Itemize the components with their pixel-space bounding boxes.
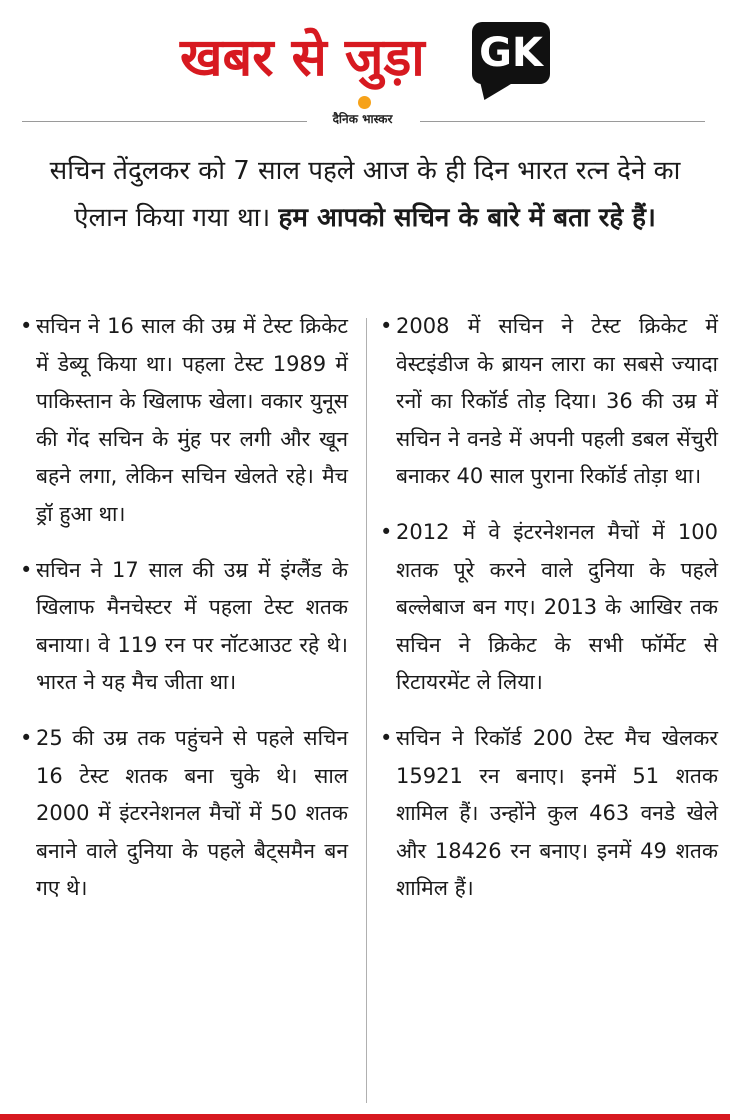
- fact-item: [20, 552, 348, 702]
- brand-logo: दैनिक भास्कर: [332, 112, 393, 126]
- fact-text: 2012 में वे इंटरनेशनल मैचों में 100 शतक पूरे करने वाले दुनिया के पहले बल्लेबाज बन गए। 2013 के आखिर तक सचिन ने क्रिकेट के सभी फॉर्मेट से रिटायरमेंट ले लिया।: [396, 519, 718, 695]
- speech-bubble-tail-icon: [472, 80, 517, 100]
- fact-item: [20, 720, 348, 908]
- fact-text: सचिन ने 17 साल की उम्र में इंग्लैंड के खिलाफ मैनचेस्टर में पहला टेस्ट शतक बनाया। वे 119 रन पर नॉटआउट रहे थे। भारत ने यह मैच जीता था।: [36, 557, 348, 695]
- fact-item: [380, 720, 718, 908]
- fact-item: [380, 514, 718, 702]
- bottom-border: [0, 1114, 730, 1120]
- bullet-icon: •: [20, 314, 33, 338]
- left-column: [20, 308, 348, 926]
- fact-item: [380, 308, 718, 496]
- bullet-icon: •: [20, 725, 33, 750]
- fact-text: सचिन ने रिकॉर्ड 200 टेस्ट मैच खेलकर 15921 रन बनाए। इनमें 51 शतक शामिल हैं। उन्होंने कुल 463 वनडे खेले और 18426 रन बनाए। इनमें 49 शतक शामिल हैं।: [396, 725, 718, 901]
- column-divider: [366, 318, 367, 1103]
- intro-normal: सचिन तेंदुलकर को 7 साल पहले आज के ही दिन भारत रत्न देने का ऐलान किया गया था।: [49, 156, 681, 233]
- bullet-icon: •: [20, 557, 33, 582]
- bullet-icon: •: [380, 314, 393, 338]
- intro-bold: हम आपको सचिन के बारे में बता रहे हैं।: [278, 203, 656, 233]
- intro-text: [30, 148, 700, 242]
- page-title: खबर से जुड़ा: [180, 28, 425, 88]
- divider: [22, 121, 307, 122]
- bullet-icon: •: [380, 519, 393, 544]
- divider: [420, 121, 705, 122]
- fact-text: 25 की उम्र तक पहुंचने से पहले सचिन 16 टेस्ट शतक बना चुके थे। साल 2000 में इंटरनेशनल मैचों में 50 शतक बनाने वाले दुनिया के पहले बैट्समैन बन गए थे।: [36, 725, 348, 901]
- fact-text: 2008 में सचिन ने टेस्ट क्रिकेट में वेस्टइंडीज के ब्रायन लारा का सबसे ज्यादा रनों का रिकॉर्ड तोड़ दिया। 36 की उम्र में सचिन ने वनडे में अपनी पहली डबल सेंचुरी बनाकर 40 साल पुराना रिकॉर्ड तोड़ा था।: [396, 314, 718, 489]
- header: [0, 0, 730, 130]
- sun-dot-icon: [358, 96, 371, 109]
- fact-text: सचिन ने 16 साल की उम्र में टेस्ट क्रिकेट में डेब्यू किया था। पहला टेस्ट 1989 में पाकिस्तान के खिलाफ खेला। वकार युनूस की गेंद सचिन के मुंह पर लगी और खून बहने लगा, लेकिन सचिन खेलते रहे। मैच ड्रॉ हुआ था।: [36, 314, 348, 526]
- bullet-icon: •: [380, 725, 393, 750]
- right-column: [380, 308, 718, 926]
- gk-badge: GK: [472, 22, 550, 84]
- fact-item: [20, 308, 348, 534]
